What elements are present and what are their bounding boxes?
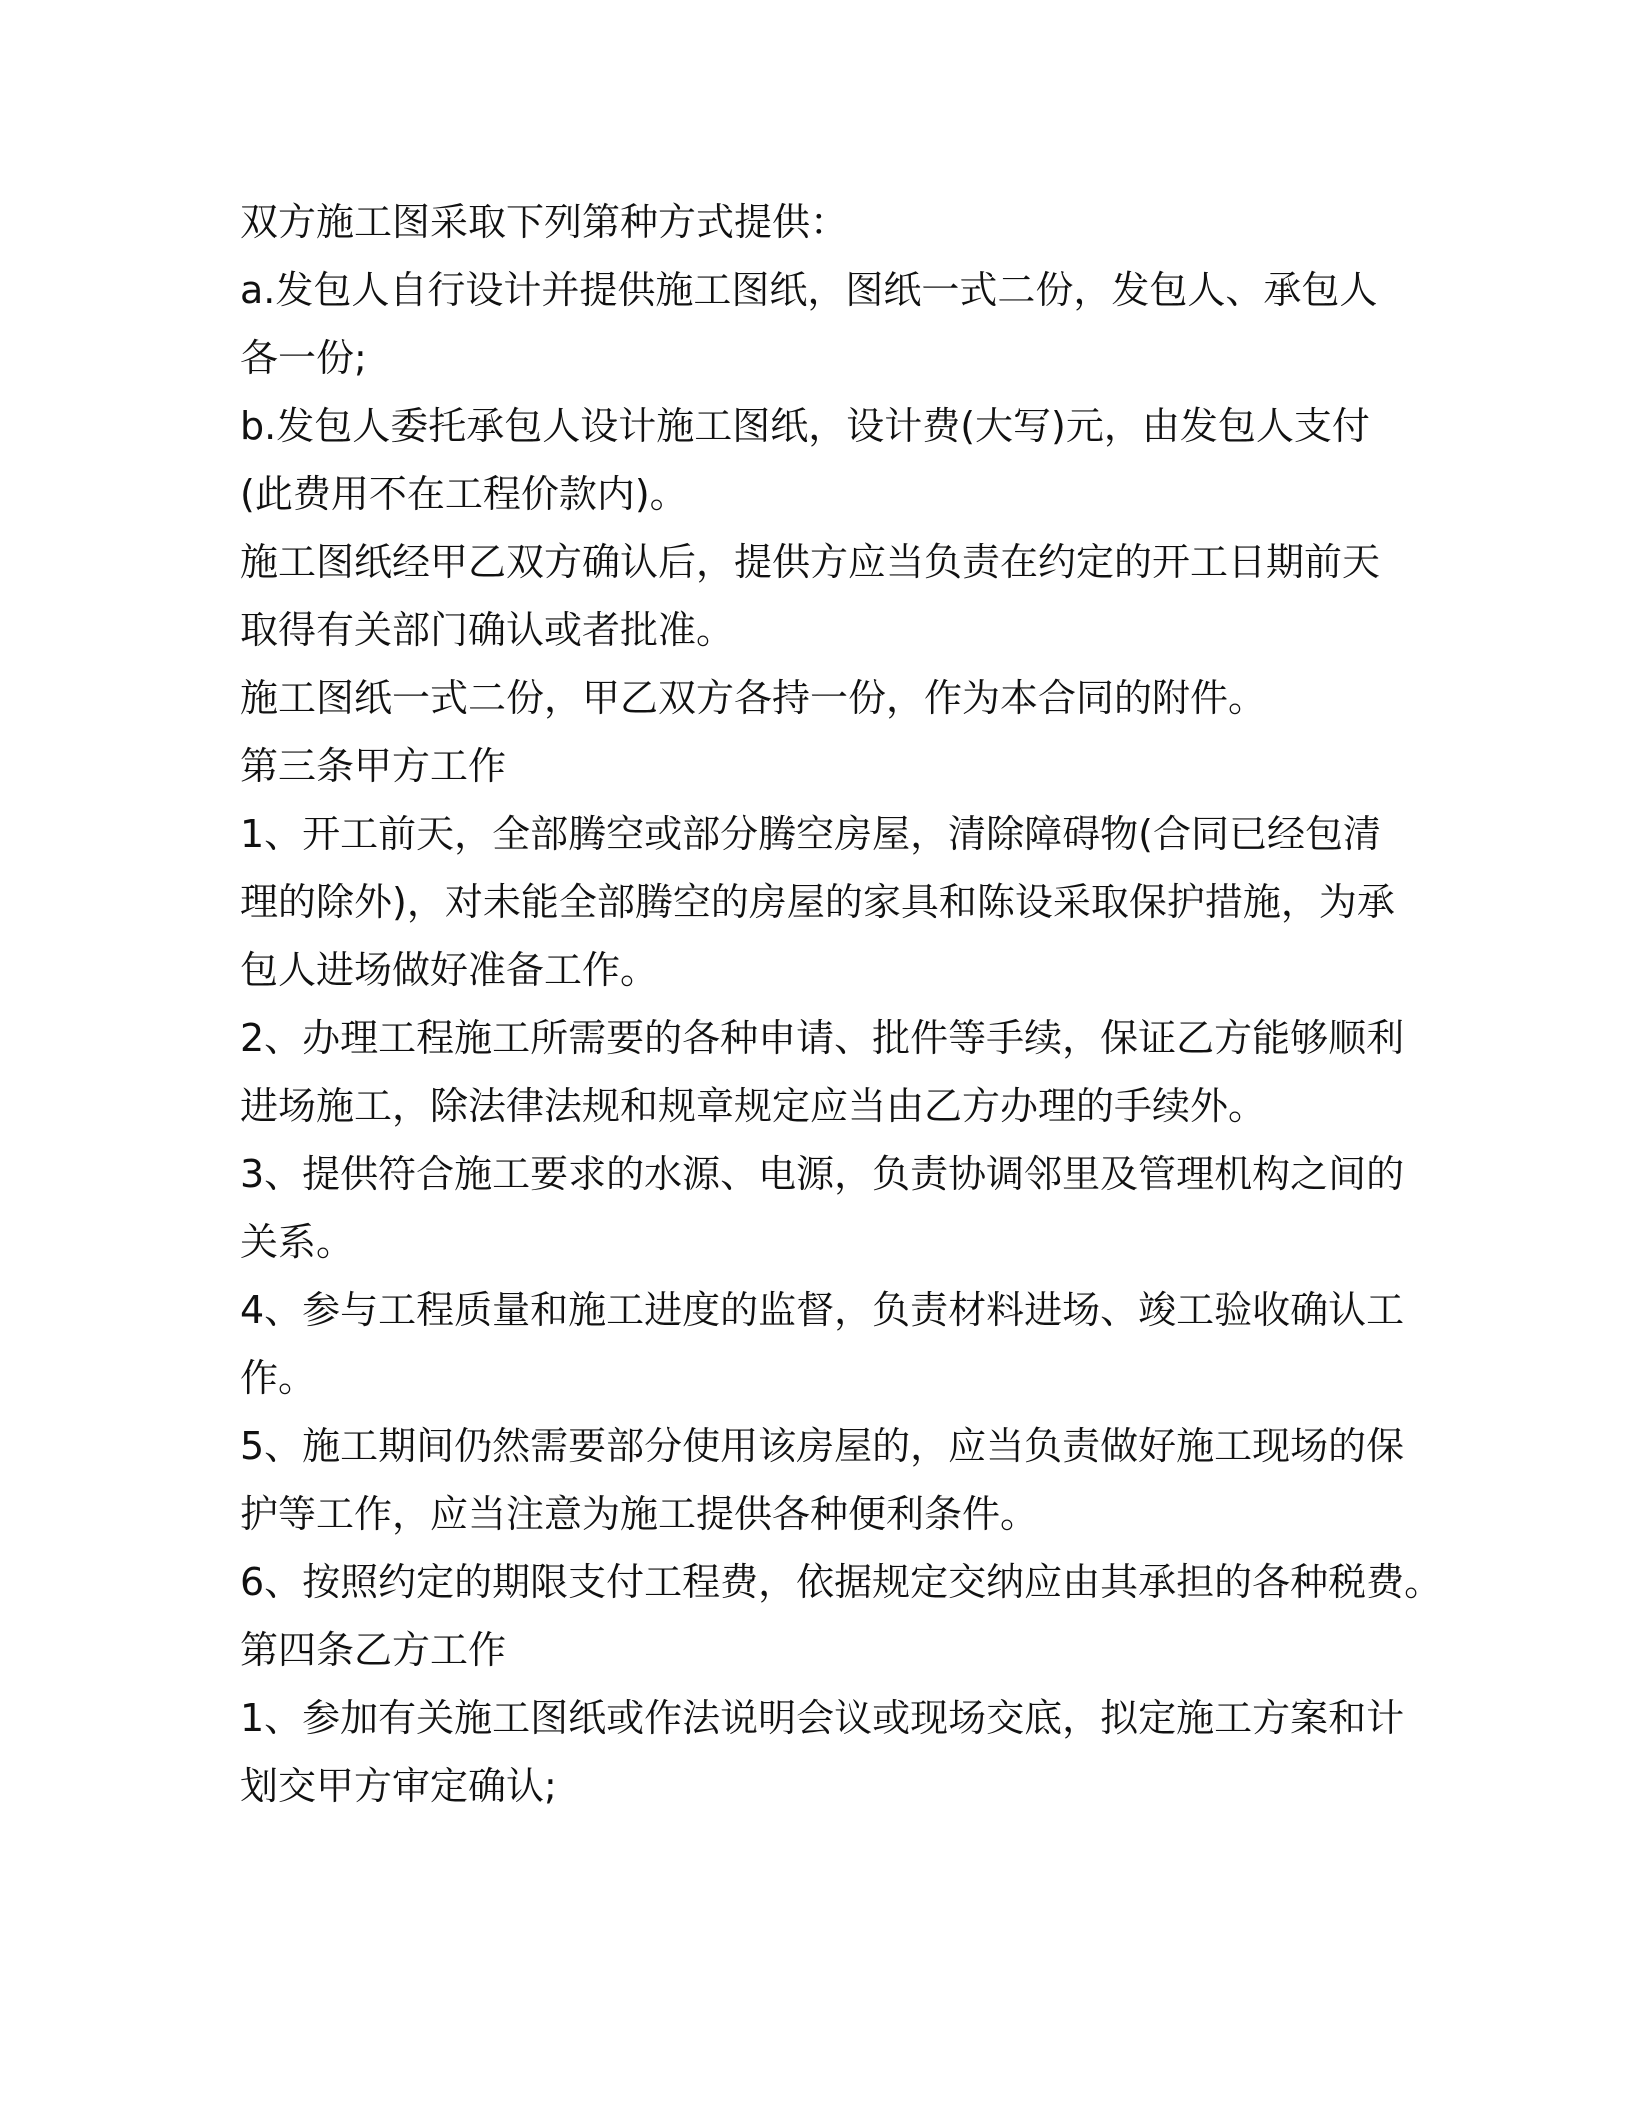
text-line: 护等工作，应当注意为施工提供各种便利条件。 xyxy=(240,1492,1039,1536)
text-line: 施工图纸一式二份，甲乙双方各持一份，作为本合同的附件。 xyxy=(240,676,1267,720)
text-line: 作。 xyxy=(240,1356,317,1400)
text-line: 1、参加有关施工图纸或作法说明会议或现场交底，拟定施工方案和计 xyxy=(240,1696,1405,1740)
text-line: 6、按照约定的期限支付工程费，依据规定交纳应由其承担的各种税费。 xyxy=(240,1560,1443,1604)
text-line: 进场施工，除法律法规和规章规定应当由乙方办理的手续外。 xyxy=(240,1084,1267,1128)
text-line: 2、办理工程施工所需要的各种申请、批件等手续，保证乙方能够顺利 xyxy=(240,1016,1405,1060)
text-line: 双方施工图采取下列第种方式提供： xyxy=(240,200,849,244)
section-heading: 第四条乙方工作 xyxy=(240,1628,507,1672)
text-line: 1、开工前天，全部腾空或部分腾空房屋，清除障碍物(合同已经包清 xyxy=(240,812,1382,856)
text-line: (此费用不在工程价款内)。 xyxy=(240,472,688,516)
text-line: 施工图纸经甲乙双方确认后，提供方应当负责在约定的开工日期前天 xyxy=(240,540,1381,584)
section-heading: 第三条甲方工作 xyxy=(240,744,507,788)
text-line: 包人进场做好准备工作。 xyxy=(240,948,659,992)
text-line: 4、参与工程质量和施工进度的监督，负责材料进场、竣工验收确认工 xyxy=(240,1288,1405,1332)
text-line: 3、提供符合施工要求的水源、电源，负责协调邻里及管理机构之间的 xyxy=(240,1152,1405,1196)
text-line: b.发包人委托承包人设计施工图纸，设计费(大写)元，由发包人支付 xyxy=(240,404,1370,448)
text-line: 取得有关部门确认或者批准。 xyxy=(240,608,735,652)
document-body xyxy=(240,188,1443,1820)
text-line: 各一份; xyxy=(240,336,367,380)
text-line: 理的除外)，对未能全部腾空的房屋的家具和陈设采取保护措施，为承 xyxy=(240,880,1395,924)
text-line: 关系。 xyxy=(240,1220,355,1264)
text-line: 5、施工期间仍然需要部分使用该房屋的，应当负责做好施工现场的保 xyxy=(240,1424,1405,1468)
text-line: 划交甲方审定确认; xyxy=(240,1764,557,1808)
text-line: a.发包人自行设计并提供施工图纸，图纸一式二份，发包人、承包人 xyxy=(240,268,1378,312)
